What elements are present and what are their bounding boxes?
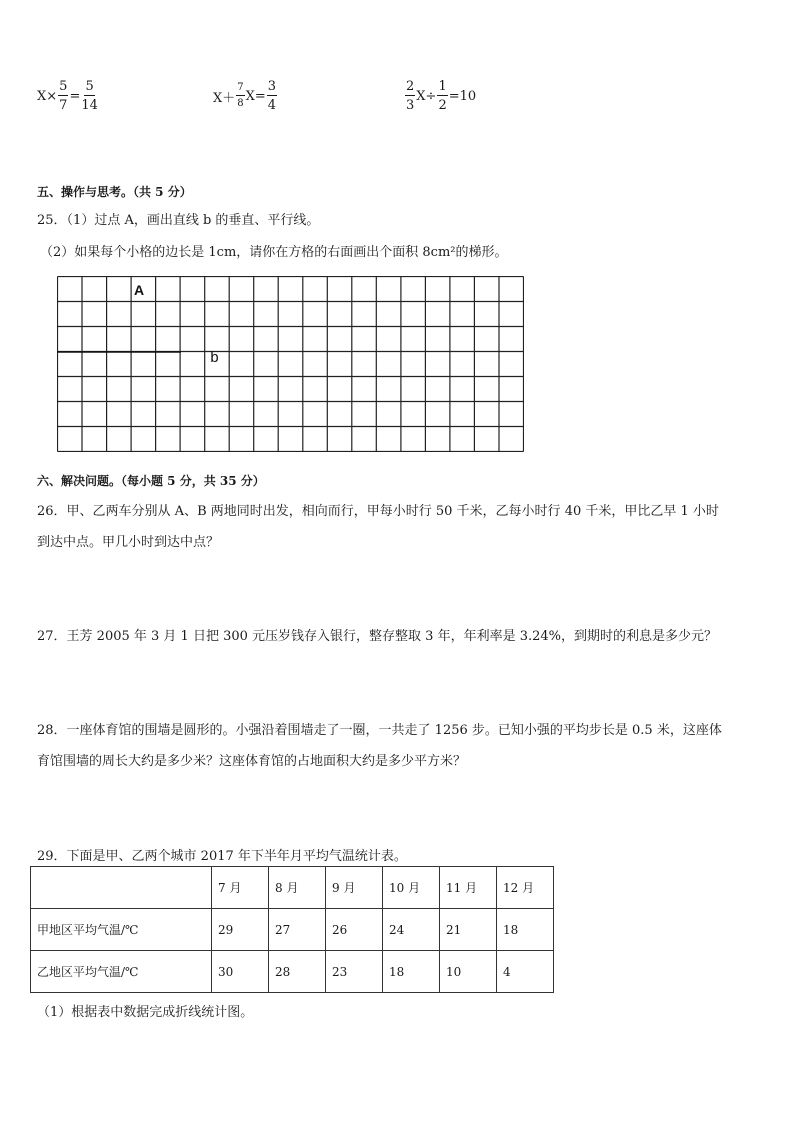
eq1-frac2-num: 5 [85, 79, 94, 94]
eq2-frac2-den: 4 [267, 98, 277, 113]
eq3-op: X÷ [416, 88, 437, 104]
section-5-heading: 五、操作与思考。（共 5 分） [37, 185, 192, 199]
question-26-line-2: 到达中点。甲几小时到达中点？ [37, 535, 220, 550]
eq1-frac1-num: 5 [59, 79, 68, 94]
equation-2 [213, 80, 278, 112]
table-header-cell: 8 月 [269, 867, 326, 909]
table-cell: 18 [383, 951, 440, 993]
eq1-frac1-den: 7 [59, 98, 68, 113]
eq3-fraction-2 [437, 80, 447, 112]
table-cell: 27 [269, 909, 326, 951]
eq3-frac1-num: 2 [406, 79, 415, 94]
table-row-label: 甲地区平均气温/℃ [31, 909, 212, 951]
table-header-cell [31, 867, 212, 909]
line-b-label: b [210, 350, 220, 367]
question-27: 27．王芳 2005 年 3 月 1 日把 300 元压岁钱存入银行，整存整取 3 年，年利率是 3.24%，到期时的利息是多少元？ [37, 629, 718, 644]
eq3-suffix: =10 [448, 88, 477, 104]
table-cell: 23 [326, 951, 383, 993]
table-cell: 30 [212, 951, 269, 993]
section-6-heading: 六、解决问题。（每小题 5 分，共 35 分） [37, 474, 265, 488]
eq1-fraction-2 [81, 80, 98, 112]
point-a-label: A [134, 282, 145, 298]
table-row [31, 951, 554, 993]
table-cell: 28 [269, 951, 326, 993]
table-header-row [31, 867, 554, 909]
eq3-frac2-den: 2 [438, 98, 447, 113]
question-29: 29．下面是甲、乙两个城市 2017 年下半年月平均气温统计表。 [37, 849, 407, 864]
table-header-cell: 12 月 [497, 867, 554, 909]
eq2-frac1-num: 7 [236, 83, 244, 96]
table-cell: 29 [212, 909, 269, 951]
eq3-frac2-num: 1 [438, 79, 447, 94]
eq1-op: = [69, 88, 81, 104]
table-cell: 18 [497, 909, 554, 951]
eq2-frac2-num: 3 [267, 79, 277, 94]
question-29-part-1: （1）根据表中数据完成折线统计图。 [37, 1005, 254, 1020]
table-cell: 4 [497, 951, 554, 993]
eq3-fraction-1 [405, 80, 415, 112]
equation-1 [37, 80, 99, 112]
table-row [31, 909, 554, 951]
eq3-frac1-den: 3 [406, 98, 415, 113]
eq2-fraction-1 [236, 83, 244, 109]
eq1-fraction-1 [58, 80, 68, 112]
grid-svg [57, 276, 524, 452]
table-cell: 26 [326, 909, 383, 951]
question-25-part-2: （2）如果每个小格的边长是 1cm，请你在方格的右面画出个面积 8cm²的梯形。 [40, 245, 508, 260]
square-grid [57, 276, 524, 452]
temperature-table [30, 866, 554, 993]
table-cell: 24 [383, 909, 440, 951]
eq2-op: X= [245, 88, 266, 104]
question-25-part-1: 25．（1）过点 A，画出直线 b 的垂直、平行线。 [37, 213, 320, 228]
question-28-line-2: 育馆围墙的周长大约是多少米？这座体育馆的占地面积大约是多少平方米？ [37, 754, 467, 769]
table-cell: 10 [440, 951, 497, 993]
eq2-prefix: X＋ [213, 90, 236, 106]
table-header-cell: 9 月 [326, 867, 383, 909]
table-header-cell: 7 月 [212, 867, 269, 909]
table-cell: 21 [440, 909, 497, 951]
table-header-cell: 11 月 [440, 867, 497, 909]
question-26-line-1: 26．甲、乙两车分别从 A、B 两地同时出发，相向而行，甲每小时行 50 千米，乙每小时行 40 千米，甲比乙早 1 小时 [37, 504, 719, 519]
equation-3 [404, 80, 476, 112]
table-header-cell: 10 月 [383, 867, 440, 909]
eq1-frac2-den: 14 [81, 98, 98, 113]
eq2-frac1-den: 8 [237, 98, 244, 109]
question-28-line-1: 28．一座体育馆的围墙是圆形的。小强沿着围墙走了一圈，一共走了 1256 步。已知小强的平均步长是 0.5 米，这座体 [37, 723, 722, 738]
eq2-fraction-2 [267, 80, 277, 112]
eq1-prefix: X× [37, 88, 58, 104]
table-row-label: 乙地区平均气温/℃ [31, 951, 212, 993]
